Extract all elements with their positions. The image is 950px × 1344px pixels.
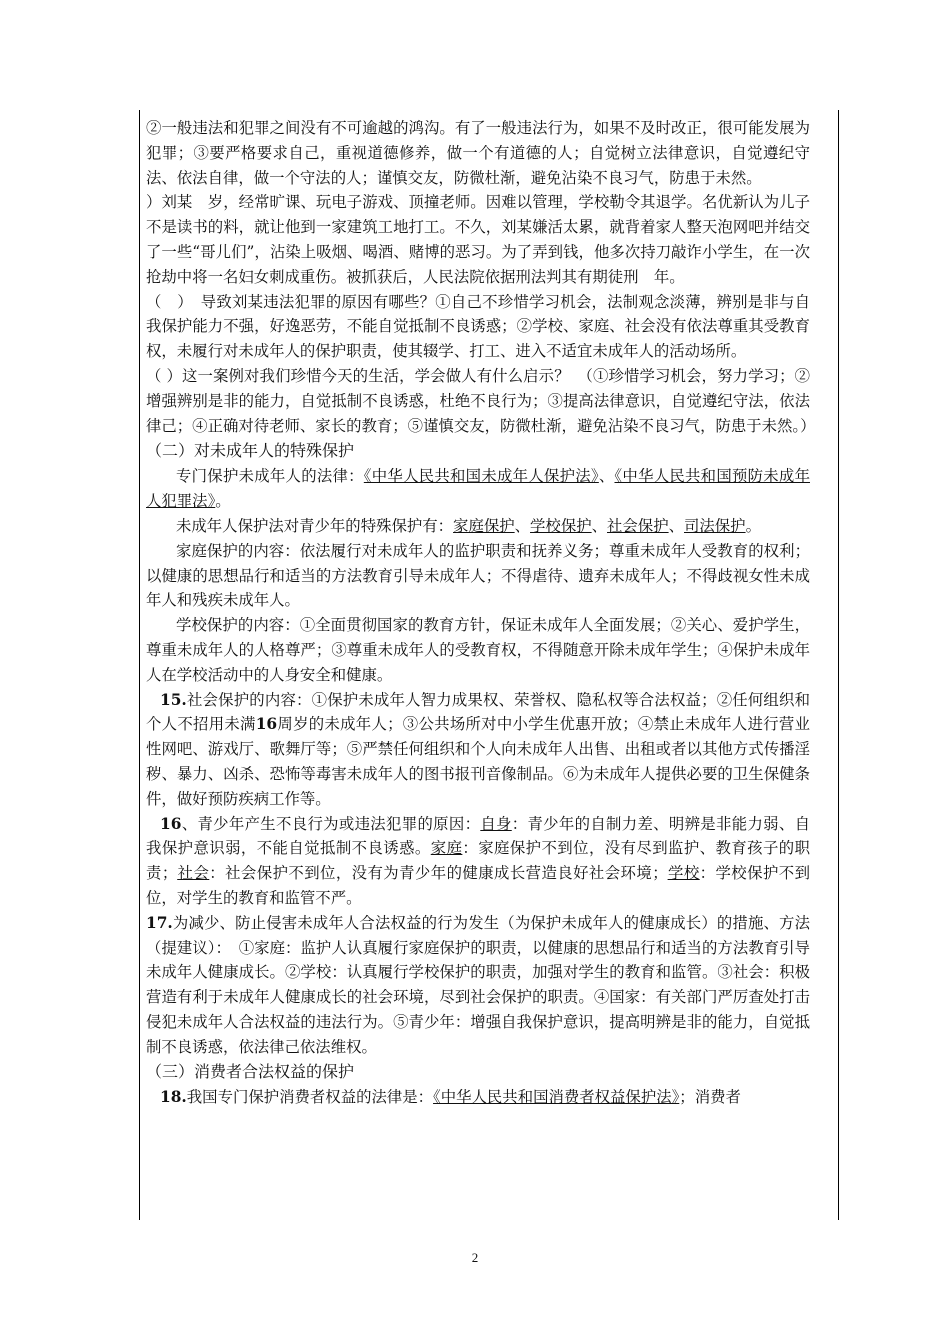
paragraph-text: 专门保护未成年人的法律： <box>176 467 364 486</box>
term-judicial-protection: 司法保护 <box>684 516 746 535</box>
item-number: 17. <box>146 913 173 932</box>
term-social-protection: 社会保护 <box>607 516 669 535</box>
document-body <box>146 116 816 1110</box>
period: 。 <box>745 516 761 535</box>
section-heading-special-protection <box>146 438 810 464</box>
separator: 、 <box>668 516 684 535</box>
separator: 、 <box>598 467 615 486</box>
paragraph-text: 未成年人保护法对青少年的特殊保护有： <box>176 516 454 535</box>
item-number: 16 <box>160 814 182 833</box>
paragraph-text: 学校保护的内容：①全面贯彻国家的教育方针，保证未成年人全面发展；②关心、爱护学生，尊重未成年人的人格尊严；③尊重未成年人的受教育权，不得随意开除未成年学生；④保护未成年人在学校活动中的人身安全和健康。 <box>146 616 810 684</box>
paragraph-text: ：家庭保护不到位，没有尽到监护、教育孩子的职责； <box>146 839 810 883</box>
item-number: 15. <box>160 690 187 709</box>
paragraph-question-causes <box>146 290 810 364</box>
paragraph-family-protection <box>146 539 810 613</box>
paragraph-text: 周岁的未成年人；③公共场所对中小学生优惠开放；④禁止未成年人进行营业性网吧、游戏厅、歌舞厅等；⑤严禁任何组织和个人向未成年人出售、出租或者以其他方式传播淫秽、暴力、凶杀、恐怖等毒害未成年人的图书报刊音像制品。⑥为未成年人提供必要的卫生保健条件，做好预防疾病工作等。 <box>146 715 810 808</box>
paragraph-text: 、青少年产生不良行为或违法犯罪的原因： <box>181 814 481 833</box>
paragraph-item-16 <box>146 812 810 911</box>
paragraph-text: 社会保护的内容：①保护未成年人智力成果权、荣誉权、隐私权等合法权益；②任何组织和个人不招用未满 <box>146 690 810 734</box>
term-society: 社会 <box>177 864 210 883</box>
period: 。 <box>215 492 231 511</box>
age-number: 16 <box>255 715 278 734</box>
paragraph-text: （ ）这一案例对我们珍惜今天的生活，学会做人有什么启示？ （①珍惜学习机会，努力学习；②增强辨别是非的能力，自觉抵制不良诱惑，杜绝不良行为；③提高法律意识，自觉遵纪守法，依法律己；④正确对待老师、家长的教育；⑤谨慎交友，防微杜渐，避免沾染不良习气，防患于未然。） <box>146 366 816 435</box>
right-border-line <box>838 110 839 1220</box>
heading-text: （二）对未成年人的特殊保护 <box>146 441 355 461</box>
item-number: 18. <box>160 1088 187 1107</box>
paragraph-school-protection <box>146 613 810 687</box>
paragraph-text: （ ） 导致刘某违法犯罪的原因有哪些？①自己不珍惜学习机会，法制观念淡薄，辨别是非与自我保护能力不强，好逸恶劳，不能自觉抵制不良诱惑；②学校、家庭、社会没有依法尊重其受教育权，未履行对未成年人的保护职责，使其辍学、打工、进入不适宜未成年人的活动场所。 <box>146 292 810 361</box>
paragraph-text: 为减少、防止侵害未成年人合法权益的行为发生（为保护未成年人的健康成长）的措施、方法（提建议）： ①家庭：监护人认真履行家庭保护的职责，以健康的思想品行和适当的方法教育引导未成年人健康成长。②学校：认真履行学校保护的职责，加强对学生的教育和监管。③社会：积极营造有利于未成年人健康成长的社会环境，尽到社会保护的职责。④国家：有关部门严厉查处打击侵犯未成年人合法权益的违法行为。⑤青少年：增强自我保护意识，提高明辨是非的能力，自觉抵制不良诱惑，依法律己依法维权。 <box>146 913 810 1056</box>
paragraph-text: ：学校保护不到位，对学生的教育和监管不严。 <box>146 864 810 907</box>
law-title-minors-protection: 《中华人民共和国未成年人保护法》 <box>363 467 599 486</box>
left-border-line <box>139 110 140 1220</box>
law-title-consumer-protection: 《中华人民共和国消费者权益保护法》 <box>433 1088 680 1107</box>
paragraph-text: ②一般违法和犯罪之间没有不可逾越的鸿沟。有了一般违法行为，如果不及时改正，很可能发展为犯罪；③要严格要求自己，重视道德修养，做一个有道德的人；自觉树立法律意识，自觉遵纪守法、依法自律，做一个守法的人；谨慎交友，防微杜渐，避免沾染不良习气，防患于未然。 <box>146 119 810 187</box>
paragraph-question-enlightenment <box>146 364 816 438</box>
separator: 、 <box>514 516 531 535</box>
paragraph-text: ：青少年的自制力差、明辨是非能力弱、自我保护意识弱，不能自觉抵制不良诱惑。 <box>146 814 810 858</box>
paragraph-item-18 <box>146 1085 810 1110</box>
paragraph-item-15 <box>146 688 810 812</box>
heading-text: （三）消费者合法权益的保护 <box>146 1062 355 1082</box>
paragraph-item-17 <box>146 911 810 1060</box>
paragraph-text: ）刘某 岁，经常旷课、玩电子游戏、顶撞老师。因难以管理，学校勒令其退学。名优新认为儿子不是读书的料，就让他到一家建筑工地打工。不久，刘某嫌活太累，就背着家人整天泡网吧并结交了一些“哥儿们”，沾染上吸烟、喝酒、赌博的恶习。为了弄到钱，他多次持刀敲诈小学生，在一次抢劫中将一名妇女刺成重伤。被抓获后，人民法院依据刑法判其有期徒刑 年。 <box>146 193 810 286</box>
term-family: 家庭 <box>430 839 463 858</box>
paragraph-text: 我国专门保护消费者权益的法律是： <box>186 1088 434 1107</box>
paragraph-protection-types <box>146 514 810 539</box>
term-school-protection: 学校保护 <box>530 516 592 535</box>
term-family-protection: 家庭保护 <box>453 516 515 535</box>
paragraph-text: ：社会保护不到位，没有为青少年的健康成长营造良好社会环境； <box>209 864 668 883</box>
paragraph-text: ；消费者 <box>679 1088 741 1107</box>
separator: 、 <box>591 516 608 535</box>
section-heading-consumer-rights <box>146 1059 810 1085</box>
law-title-delinquency-prevention: 《中华人民共和国预防未成年人犯罪法》 <box>146 467 810 511</box>
paragraph-violation-crime <box>146 116 810 190</box>
paragraph-text: 家庭保护的内容：依法履行对未成年人的监护职责和抚养义务；尊重未成年人受教育的权利；以健康的思想品行和适当的方法教育引导未成年人；不得虐待、遗弃未成年人；不得歧视女性未成年人和残疾未成年人。 <box>146 541 810 610</box>
term-school: 学校 <box>667 864 700 883</box>
term-self: 自身 <box>480 814 512 833</box>
page-number: 2 <box>471 1250 479 1265</box>
paragraph-case-liu <box>146 190 810 289</box>
paragraph-protection-laws <box>146 464 810 514</box>
